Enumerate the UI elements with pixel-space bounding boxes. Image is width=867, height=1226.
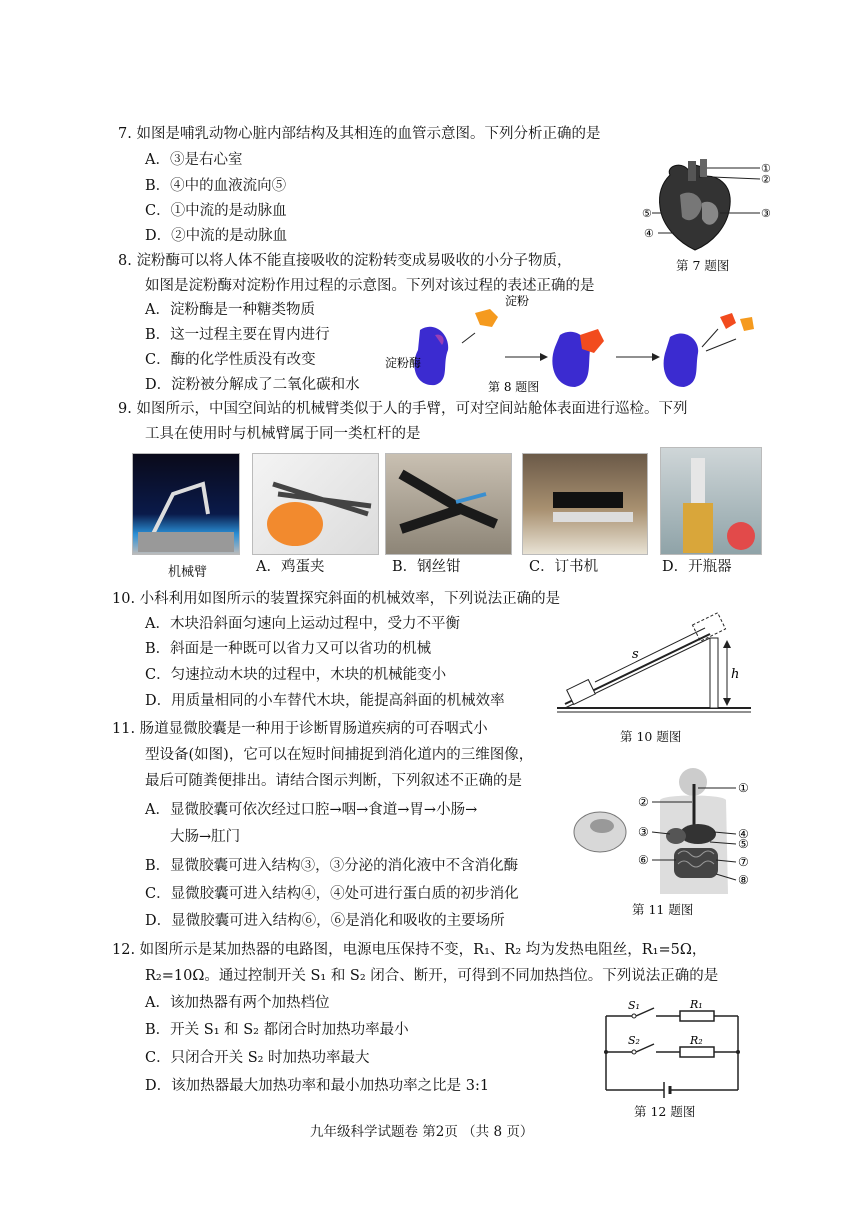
resistor-r1-label: R₁ <box>690 1000 703 1011</box>
q11-option-b: B．显微胶囊可进入结构③，③分泌的消化液中不含消化酶 <box>145 858 519 874</box>
digestive-label-5: ⑤ <box>738 837 749 851</box>
q10-caption: 第 10 题图 <box>620 729 682 744</box>
q8-option-b: B．这一过程主要在胃内进行 <box>145 327 330 343</box>
robot-arm-image <box>132 453 240 555</box>
q12-option-c: C．只闭合开关 S₂ 时加热功率最大 <box>145 1050 370 1066</box>
digestive-label-8: ⑧ <box>738 873 749 887</box>
q12-option-a: A．该加热器有两个加热档位 <box>145 995 330 1011</box>
q11-option-d: D．显微胶囊可进入结构⑥，⑥是消化和吸收的主要场所 <box>145 913 505 929</box>
q7-caption: 第 7 题图 <box>676 258 730 273</box>
incline-label-s: s <box>632 647 639 662</box>
digestive-label-4: ④ <box>738 827 749 841</box>
q10-option-b: B．斜面是一种既可以省力又可以省功的机械 <box>145 641 432 657</box>
q7-option-c: C．①中流的是动脉血 <box>145 203 287 219</box>
heart-label-4: ④ <box>644 227 654 240</box>
q11-stem-line3: 最后可随粪便排出。请结合图示判断，下列叙述不正确的是 <box>145 773 522 789</box>
q8-caption: 第 8 题图 <box>488 380 540 394</box>
q9-option-b: B．钢丝钳 <box>392 559 461 575</box>
heart-label-1: ① <box>761 162 771 175</box>
q7-option-a: A．③是右心室 <box>145 152 243 168</box>
q9-stem-line1: 9. 如图所示，中国空间站的机械臂类似于人的手臂，可对空间站舱体表面进行巡检。下列 <box>118 401 688 417</box>
q12-option-d: D．该加热器最大加热功率和最小加热功率之比是 3:1 <box>145 1078 490 1094</box>
page-footer: 九年级科学试题卷 第2页 （共 8 页） <box>310 1124 534 1140</box>
digestive-label-1: ① <box>738 781 749 795</box>
q12-stem-line2: R₂=10Ω。通过控制开关 S₁ 和 S₂ 闭合、断开，可得到不同加热挡位。下列说法正确的是 <box>145 968 719 984</box>
incline-figure <box>555 612 755 722</box>
q11-stem-line2: 型设备(如图)，它可以在短时间捕捉到消化道内的三维图像， <box>145 747 534 763</box>
q10-option-a: A．木块沿斜面匀速向上运动过程中，受力不平衡 <box>145 616 460 632</box>
stapler-image <box>522 453 648 555</box>
bottle-opener-image <box>660 447 762 555</box>
digestive-label-6: ⑥ <box>638 853 649 867</box>
egg-tongs-image <box>252 453 379 555</box>
digestive-label-2: ② <box>638 795 649 809</box>
q9-option-c: C．订书机 <box>529 559 599 575</box>
digestive-label-7: ⑦ <box>738 855 749 869</box>
wire-pliers-image <box>385 453 512 555</box>
circuit-figure <box>598 1000 748 1100</box>
q9-option-a: A．鸡蛋夹 <box>256 559 325 575</box>
q8-option-a: A．淀粉酶是一种糖类物质 <box>145 302 315 318</box>
q11-option-a-line1: A．显微胶囊可依次经过口腔→咽→食道→胃→小肠→ <box>145 802 478 818</box>
enzyme-label: 淀粉酶 <box>385 356 422 370</box>
q11-option-c: C．显微胶囊可进入结构④，④处可进行蛋白质的初步消化 <box>145 886 519 902</box>
q7-option-b: B．④中的血液流向⑤ <box>145 178 287 194</box>
q8-option-d: D．淀粉被分解成了二氧化碳和水 <box>145 377 360 393</box>
q8-stem-line2: 如图是淀粉酶对淀粉作用过程的示意图。下列对该过程的表述正确的是 <box>145 278 595 294</box>
q8-stem-line1: 8. 淀粉酶可以将人体不能直接吸收的淀粉转变成易吸收的小分子物质， <box>118 253 572 269</box>
q12-caption: 第 12 题图 <box>634 1104 696 1119</box>
q11-option-a-line2: 大肠→肛门 <box>170 829 241 845</box>
heart-figure <box>640 155 780 255</box>
q10-option-d: D．用质量相同的小车替代木块，能提高斜面的机械效率 <box>145 693 505 709</box>
q12-stem-line1: 12. 如图所示是某加热器的电路图，电源电压保持不变，R₁、R₂ 均为发热电阻丝，R₁=5Ω， <box>112 942 707 958</box>
q11-caption: 第 11 题图 <box>632 902 694 917</box>
q9-option-d: D．开瓶器 <box>662 559 732 575</box>
q12-option-b: B．开关 S₁ 和 S₂ 都闭合时加热功率最小 <box>145 1022 409 1038</box>
heart-label-3: ③ <box>761 207 771 220</box>
switch-s2-label: S₂ <box>628 1034 640 1047</box>
enzyme-figure <box>380 295 780 395</box>
heart-label-2: ② <box>761 173 771 186</box>
switch-s1-label: S₁ <box>628 1000 640 1012</box>
q7-stem: 7. 如图是哺乳动物心脏内部结构及其相连的血管示意图。下列分析正确的是 <box>118 126 601 142</box>
digestive-figure <box>568 764 768 904</box>
q11-stem-line1: 11. 肠道显微胶囊是一种用于诊断胃肠道疾病的可吞咽式小 <box>112 721 488 737</box>
q10-stem: 10. 小科利用如图所示的装置探究斜面的机械效率，下列说法正确的是 <box>112 591 561 607</box>
starch-label: 淀粉 <box>505 295 530 308</box>
q8-option-c: C．酶的化学性质没有改变 <box>145 352 316 368</box>
incline-label-h: h <box>731 667 740 682</box>
q10-option-c: C．匀速拉动木块的过程中，木块的机械能变小 <box>145 667 447 683</box>
q9-stem-line2: 工具在使用时与机械臂属于同一类杠杆的是 <box>145 426 421 442</box>
digestive-label-3: ③ <box>638 825 649 839</box>
q7-option-d: D．②中流的是动脉血 <box>145 228 288 244</box>
robot-arm-caption: 机械臂 <box>168 565 208 580</box>
heart-label-5: ⑤ <box>642 207 652 220</box>
resistor-r2-label: R₂ <box>690 1034 703 1047</box>
